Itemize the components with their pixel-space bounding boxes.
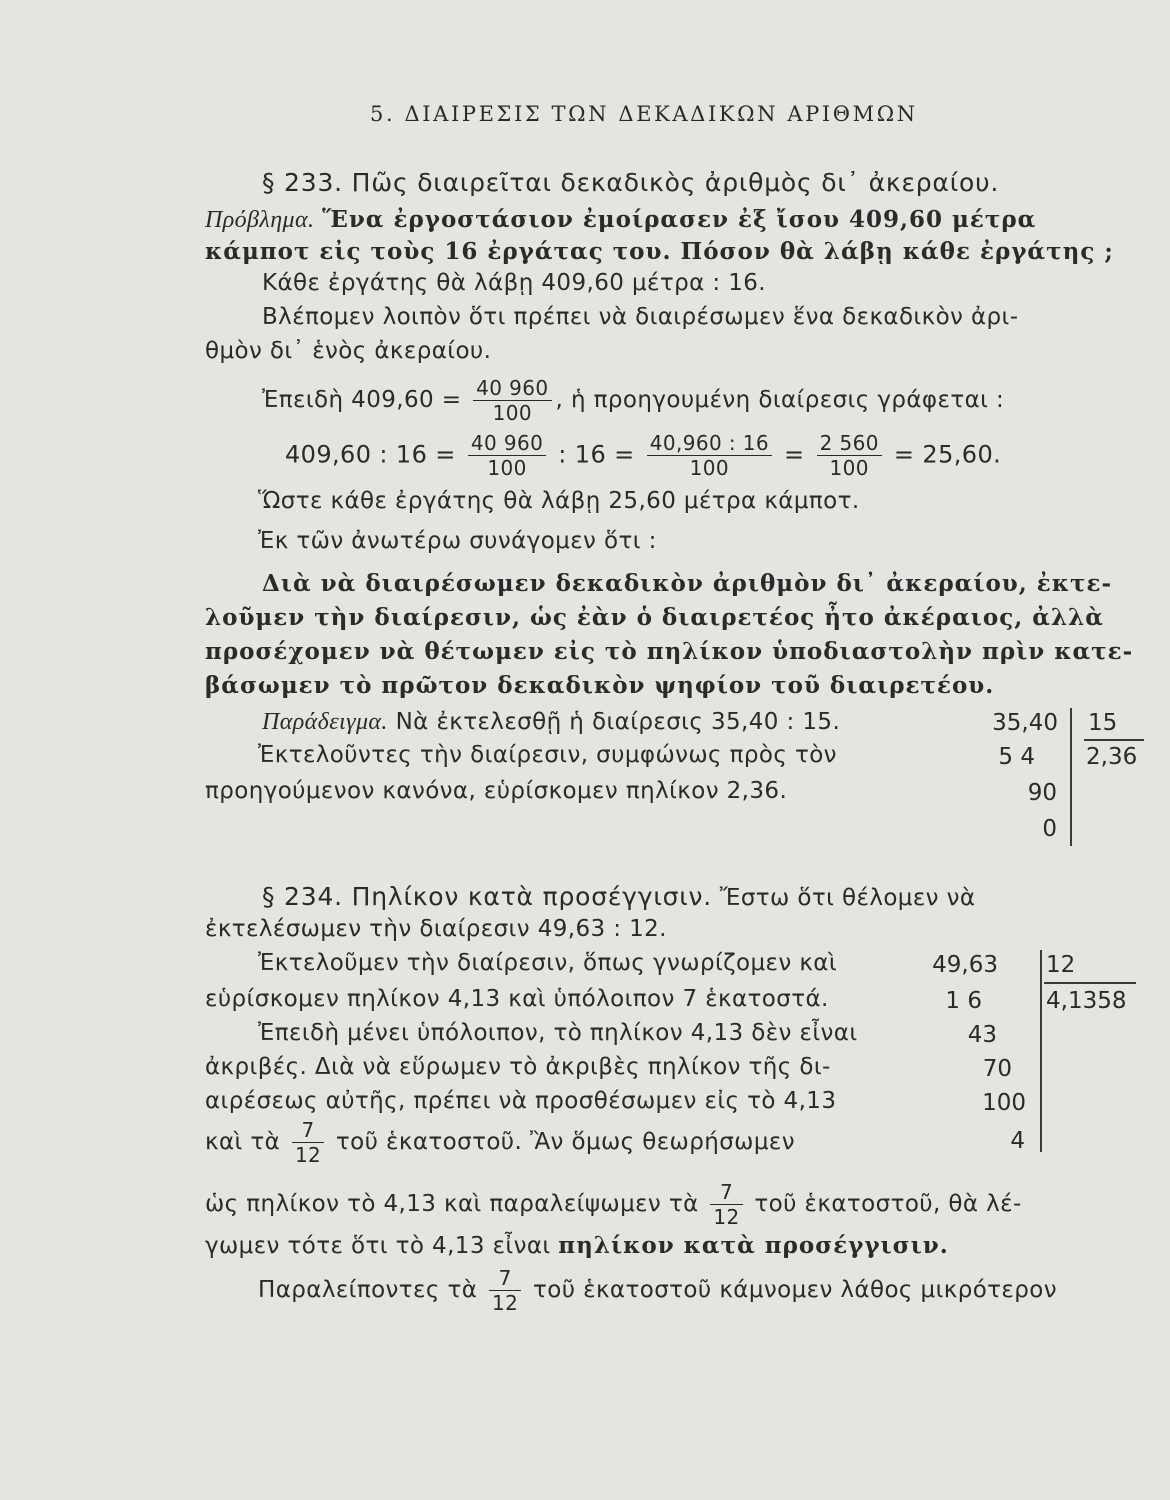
- so-line: Ὥστε κάθε ἐργάτης θὰ λάβῃ 25,60 μέτρα κάμποτ.: [258, 488, 860, 514]
- div2-divisor: 12: [1046, 952, 1076, 978]
- rule-line-2: λοῦμεν τὴν διαίρεσιν, ὡς ἐὰν ὁ διαιρετέος ἦτο ἀκέραιος, ἀλλὰ: [205, 604, 1104, 631]
- problem-line-2: κάμποτ εἰς τοὺς 16 ἐργάτας του. Πόσον θὰ λάβῃ κάθε ἐργάτης ;: [205, 238, 1114, 265]
- problem-label: Πρόβλημα.: [205, 207, 315, 233]
- example-line-2: Ἐκτελοῦντες τὴν διαίρεσιν, συμφώνως πρὸς τὸν: [258, 742, 837, 768]
- example-line-3: προηγούμενον κανόνα, εὑρίσκομεν πηλίκον 2,36.: [205, 778, 788, 804]
- s234-body-2: εὑρίσκομεν πηλίκον 4,13 καὶ ὑπόλοιπον 7 ἑκατοστά.: [205, 986, 829, 1012]
- s234-body-1: Ἐκτελοῦμεν τὴν διαίρεσιν, ὅπως γνωρίζομεν καὶ: [258, 950, 838, 976]
- problem-text-1: Ἕνα ἐργοστάσιον ἐμοίρασεν ἐξ ἴσου 409,60 μέτρα: [322, 206, 1037, 233]
- div1-quotient-bar: [1084, 739, 1144, 741]
- s234-body-4: ἀκριβές. Διὰ νὰ εὕρωμεν τὸ ἀκριβὲς πηλίκον τῆς δι-: [205, 1054, 831, 1080]
- div1-quotient: 2,36: [1086, 744, 1138, 770]
- s234-body-6: καὶ τὰ $\frac{7}{12}$ τοῦ ἑκατοστοῦ. Ἂν ὅμως θεωρήσωμεν: [205, 1118, 795, 1167]
- conclude-line: Ἐκ τῶν ἀνωτέρω συνάγομεν ὅτι :: [258, 528, 657, 554]
- example-line-1: Παράδειγμα. Νὰ ἐκτελεσθῇ ἡ διαίρεσις 35,40 : 15.: [262, 709, 841, 735]
- since-text-post: , ἡ προηγουμένη διαίρεσις γράφεται :: [555, 387, 1005, 413]
- eq-fraction-3: $\frac{2 560}{100}$: [817, 433, 882, 478]
- div2-row-2: 43: [967, 1022, 997, 1048]
- s234-after-2: γωμεν τότε ὅτι τὸ 4,13 εἶναι πηλίκον κατὰ προσέγγισιν.: [205, 1232, 949, 1259]
- div1-row-3: 0: [1042, 816, 1057, 842]
- line-we-see-1: Βλέπομεν λοιπὸν ὅτι πρέπει νὰ διαιρέσωμεν ἕνα δεκαδικὸν ἀρι-: [262, 304, 1019, 330]
- fraction-7-12-b: $\frac{7}{12}$: [710, 1182, 742, 1227]
- since-line: [262, 378, 1004, 423]
- div2-row-1: 1 6: [945, 988, 982, 1014]
- div1-dividend: 35,40: [992, 710, 1058, 736]
- fraction-7-12-c: $\frac{7}{12}$: [489, 1268, 521, 1313]
- eq-fraction-1: $\frac{40 960}{100}$: [468, 433, 546, 478]
- section-233-title: § 233. Πῶς διαιρεῖται δεκαδικὸς ἀριθμὸς δι᾿ ἀκεραίου.: [262, 168, 1000, 197]
- eq-fraction-2: $\frac{40,960 : 16}{100}$: [647, 433, 772, 478]
- s234-after-1: ὡς πηλίκον τὸ 4,13 καὶ παραλείψωμεν τὰ $\frac{7}{12}$ τοῦ ἑκατοστοῦ, θὰ λέ-: [205, 1180, 1022, 1229]
- s234-after-3: Παραλείποντες τὰ $\frac{7}{12}$ τοῦ ἑκατοστοῦ κάμνομεν λάθος μικρότερον: [258, 1266, 1057, 1315]
- section-234-line: § 234. Πηλίκον κατὰ προσέγγισιν. Ἔστω ὅτι θέλομεν νὰ: [262, 882, 976, 911]
- chapter-header: 5. ΔΙΑΙΡΕΣΙΣ ΤΩΝ ΔΕΚΑΔΙΚΩΝ ΑΡΙΘΜΩΝ: [370, 102, 918, 126]
- div2-quotient-bar: [1044, 982, 1136, 984]
- div2-row-4: 100: [982, 1090, 1026, 1116]
- rule-line-3: προσέχομεν νὰ θέτωμεν εἰς τὸ πηλίκον ὑποδιαστολὴν πρὶν κατε-: [205, 638, 1134, 665]
- s234-body-3: Ἐπειδὴ μένει ὑπόλοιπον, τὸ πηλίκον 4,13 δὲν εἶναι: [258, 1020, 858, 1046]
- fraction-7-12-a: $\frac{7}{12}$: [292, 1120, 324, 1165]
- example-label: Παράδειγμα.: [262, 709, 388, 735]
- div1-row-2: 90: [1027, 780, 1057, 806]
- section-234-title: § 234. Πηλίκον κατὰ προσέγγισιν.: [262, 882, 713, 911]
- rule-line-4: βάσωμεν τὸ πρῶτον δεκαδικὸν ψηφίον τοῦ διαιρετέου.: [205, 672, 995, 699]
- line-we-see-2: θμὸν δι᾿ ἑνὸς ἀκεραίου.: [205, 338, 492, 364]
- div2-row-5: 4: [1010, 1128, 1025, 1154]
- s234-line-1: ἐκτελέσωμεν τὴν διαίρεσιν 49,63 : 12.: [205, 916, 667, 942]
- problem-line-1: [205, 208, 1036, 232]
- fraction-40960-100: $\frac{40 960}{100}$: [473, 378, 551, 423]
- div1-vertical-bar: [1070, 708, 1072, 846]
- equation-line: 409,60 : 16 = $\frac{40 960}{100}$ : 16 = $\frac{40,960 : 16}{100}$ = $\frac{2 560}{100}$ = 25,60.: [285, 431, 1002, 480]
- since-text: Ἐπειδὴ 409,60 =: [262, 387, 462, 413]
- div2-quotient: 4,1358: [1046, 988, 1127, 1014]
- div2-dividend: 49,63: [932, 952, 998, 978]
- div1-row-1: 5 4: [998, 744, 1035, 770]
- approx-quotient-term: πηλίκον κατὰ προσέγγισιν.: [558, 1232, 949, 1259]
- line-each-worker: Κάθε ἐργάτης θὰ λάβῃ 409,60 μέτρα : 16.: [262, 270, 766, 296]
- div2-row-3: 70: [982, 1056, 1012, 1082]
- div1-divisor: 15: [1088, 710, 1118, 736]
- s234-body-5: αιρέσεως αὐτῆς, πρέπει νὰ προσθέσωμεν εἰς τὸ 4,13: [205, 1088, 837, 1114]
- rule-line-1: Διὰ νὰ διαιρέσωμεν δεκαδικὸν ἀριθμὸν δι᾿ ἀκεραίου, ἐκτε-: [262, 570, 1113, 597]
- div2-vertical-bar: [1040, 950, 1042, 1152]
